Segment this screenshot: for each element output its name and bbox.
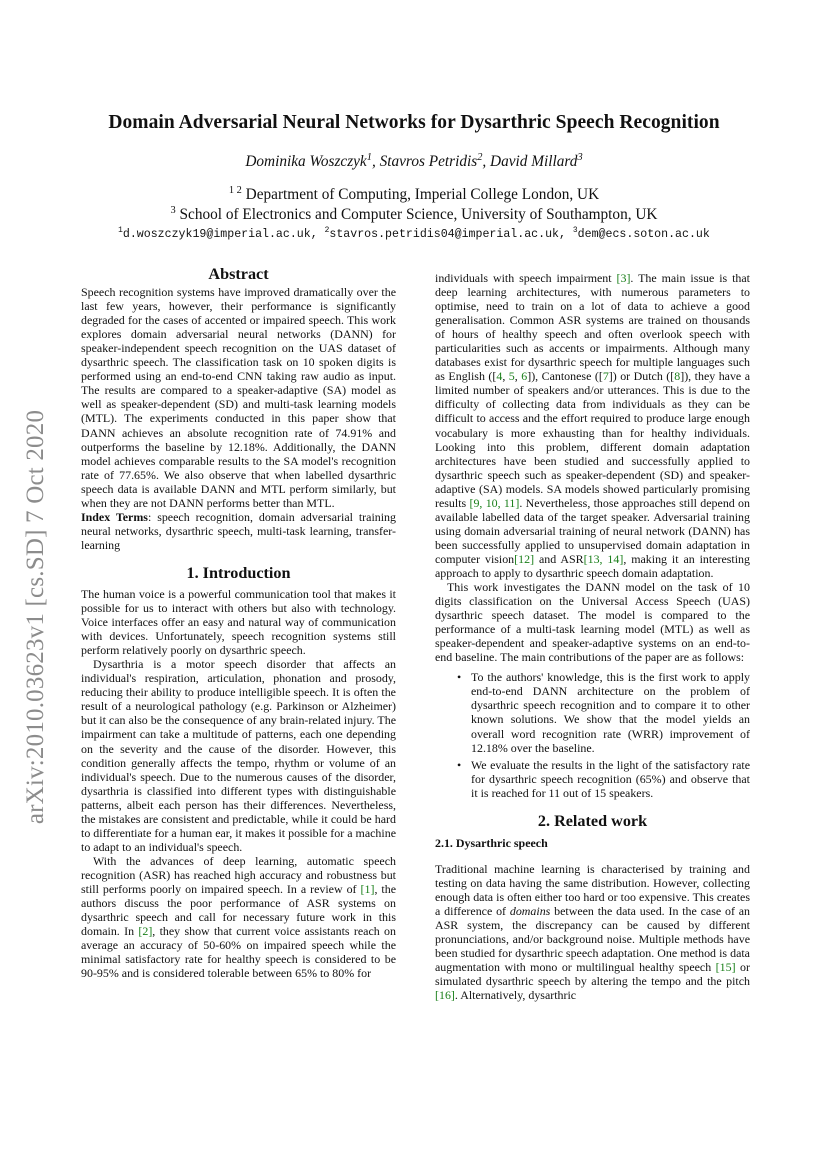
author-name: Stavros Petridis [379, 153, 478, 170]
arxiv-sidebar-stamp [14, 372, 58, 862]
text-run: , [502, 369, 509, 384]
introduction-heading: 1. Introduction [186, 563, 291, 582]
paper-title: Domain Adversarial Neural Networks for Dysarthric Speech Recognition [108, 112, 720, 133]
author-affiliation-marker: 3 [577, 151, 583, 163]
email-address: stavros.petridis04@imperial.ac.uk, [329, 228, 566, 241]
text-run: between the data used. In the case of an ASR system, the discrepancy can be caused by different pronunciations, and/or background noise. Multiple methods have been studied for dysarthric speech adaptation. One method is data augmentation with mono or multilingual healthy speech [435, 903, 750, 975]
author-list: Dominika Woszczyk$^1$, Stavros Petridis$^2$, David Millard$^3$ [245, 151, 583, 170]
arxiv-identifier: arXiv:2010.03623v1 [cs.SD] 7 Oct 2020 [22, 409, 49, 825]
text-run: Traditional machine learning is characterised by training and testing on data having the same distribution. However, collecting enough data is often either too hard or too expensive. This creates a difference of [435, 861, 750, 918]
author-name: David Millard [490, 153, 578, 170]
citation-link[interactable]: 6 [521, 369, 528, 384]
index-terms-label: Index Terms [81, 509, 148, 524]
affiliation-marker: 1 2 [228, 184, 242, 196]
left-column [81, 265, 396, 981]
citation-link[interactable]: [9, 10, 11] [469, 495, 520, 510]
contributions-list [435, 670, 750, 799]
citation-link[interactable]: 4 [496, 369, 503, 384]
citation-link[interactable]: [16] [435, 988, 455, 1003]
related-work-heading: 2. Related work [537, 811, 648, 830]
text-run: . Alternatively, dysarthric [454, 988, 577, 1003]
intro-paragraph-3 [81, 854, 396, 980]
author-affiliation-marker: 2 [477, 151, 483, 163]
text-run: , the authors discuss the poor performance of ASR systems on dysarthric speech and call for necessary future work in this domain. In [81, 881, 396, 939]
right-column [435, 271, 750, 1002]
citation-link[interactable]: 5 [508, 369, 515, 384]
citation-link[interactable]: [3] [616, 271, 631, 285]
subsection-heading: 2.1. Dysarthric speech [435, 835, 548, 850]
affiliation-line [0, 206, 828, 224]
list-item: • To the authors' knowledge, this is the first work to apply end-to-end DANN architecture on the problem of dysarthric speech recognition and to compare it to other known solutions. We show that the model yields an overall word recognition rate (WRR) improvement of 12.18% over the baseline. [435, 670, 750, 754]
email-address: dem@ecs.soton.ac.uk [577, 228, 710, 241]
email-address: d.woszczyk19@imperial.ac.uk, [122, 228, 318, 241]
citation-link[interactable]: [15] [715, 960, 736, 975]
intro-paragraph-continued [435, 271, 750, 580]
text-run: ]), they have a limited number of speakers and/or utterances. This is due to the difficulty of collecting data from individuals as they can be difficult to access and the effort required to produce large enough vocabulary is more exhausting than for healthy individuals. Looking into this problem, different domain adaptation architectures have been studied and successfully applied to dysarthric speech such as speaker-dependent (SD) and speaker-adaptive (SA) models. SA models showed particularly promising results [435, 369, 751, 510]
citation-link[interactable]: 8 [674, 369, 681, 384]
index-terms-text: : speech recognition, domain adversarial training neural networks, dysarthric speech, multi-task learning, transfer-learning [81, 509, 396, 552]
citation-link[interactable]: [2] [138, 924, 153, 939]
citation-link[interactable]: [13, 14] [583, 551, 624, 566]
text-run: With the advances of deep learning, automatic speech recognition (ASR) has reached high accuracy and robustness but still performs poorly on impaired speech. In a review of [81, 853, 396, 896]
list-item: • We evaluate the results in the light of the satisfactory rate for dysarthric speech recognition (65%) and observe that it is reached for 11 out of 15 speakers. [435, 758, 750, 800]
citation-link[interactable]: [12] [514, 551, 535, 566]
intro-paragraph-2: Dysarthria is a motor speech disorder that affects an individual's respiration, articulation, phonation and prosody, reducing their ability to produce intelligible speech. It is often the result of a neurological pathology (e.g. Parkinson or Alzheimer) but it can also be the consequence of any brain-related injury. The impairment can take a multitude of patterns, each one depending on the severity and the cause of the disorder. However, this condition generally affects the tempo, rhythm or volume of an individual's speech. Due to the numerous causes of the disorder, dysarthria is classified into different types with distinguishable patterns, albeit each person has their differences. Nevertheless, the mistakes are consistent and predictable, while it could be hard to differentiate for a human ear, it makes it possible for a machine to adapt to an individual's speech. [81, 657, 396, 854]
affiliation-text: School of Electronics and Computer Science, University of Southampton, UK [179, 206, 658, 223]
abstract-body: Speech recognition systems have improved dramatically over the last few years, however, their performance is significantly degraded for the cases of accented or impaired speech. This work explores domain adversarial neural networks (DANN) for speaker-independent speech recognition on the UAS dataset of dysarthric speech. The classification task on 10 spoken digits is performed using an end-to-end CNN taking raw audio as input. The results are compared to a speaker-adaptive (SA) model as well as speaker-dependent (SD) and multi-task learning models (MTL). The experiments conducted in this paper show that DANN achieves an absolute recognition rate of 74.91% and outperforms the baseline by 12.18%. Additionally, the DANN model achieves comparable results to the SA model's recognition rate of 77.65%. We also observe that when labelled dysarthric speech data is available DANN and MTL perform similarly, but when they are not DANN performs better than MTL. [81, 285, 396, 510]
text-run: . The main issue is that deep learning architectures, with numerous parameters to optimise, need to train on a lot of data to achieve a good generalisation. Common ASR systems are trained on thousands of hours of healthy speech and often overlook speech with particularities such as accents or impairments. Although many databases exist for dysarthric speech for multiple languages such as English ([ [435, 271, 750, 384]
text-run: ]) or Dutch ([ [608, 369, 675, 384]
text-run: , making it an interesting approach to apply to dysarthric speech domain adaptation. [435, 551, 750, 580]
emphasis: domains [509, 903, 551, 918]
email-marker: 3 [572, 226, 578, 236]
author-affiliation-marker: 1 [366, 151, 372, 163]
text-run: and ASR [534, 551, 584, 566]
intro-paragraph-1: The human voice is a powerful communication tool that makes it possible for us to interact with others but also with technology. Voice interfaces offer an easy and natural way of communication with devices. Unfortunately, speech recognition systems still perform relatively poorly on dysarthric speech. [81, 586, 396, 658]
index-terms [81, 510, 396, 552]
text-run: . Nevertheless, those approaches still depend on available labelled data of the target speaker. Adversarial training using domain adversarial training of neural network (DANN) has been successfully applied to unsupervised domain adaptation in computer vision [435, 495, 750, 566]
text-run: , [514, 369, 522, 384]
citation-link[interactable]: [1] [360, 881, 375, 896]
affiliation-text: Department of Computing, Imperial College London, UK [245, 186, 600, 203]
text-run: individuals with speech impairment [435, 271, 617, 285]
author-name: Dominika Woszczyk [245, 153, 367, 170]
affiliation-marker: 3 [170, 204, 176, 216]
author-emails [0, 228, 828, 241]
citation-link[interactable]: 7 [602, 369, 609, 384]
email-marker: 2 [324, 226, 330, 236]
email-marker: 1 [118, 226, 123, 236]
text-run: or simulated dysarthric speech by altering the tempo and the pitch [435, 960, 750, 989]
affiliation-line [0, 186, 828, 204]
abstract-heading: Abstract [208, 265, 269, 283]
text-run: ]), Cantonese ([ [527, 369, 603, 384]
contributions-paragraph: This work investigates the DANN model on the task of 10 digits classification on the Universal Access Speech (UAS) dysarthric speech dataset. The model is compared to the performance of a multi-task learning model (MTL) as well as speaker-dependent and speaker-adaptive systems on an end-to-end baseline. The main contributions of the paper are as follows: [435, 580, 750, 665]
related-work-paragraph [435, 862, 750, 1002]
text-run: , they show that current voice assistants reach on average an accuracy of 50-60% on impaired speech while the minimal satisfactory rate for healthy speech is considered to be 90-95% and is considered tolerable between 65% to 80% for [81, 924, 396, 981]
